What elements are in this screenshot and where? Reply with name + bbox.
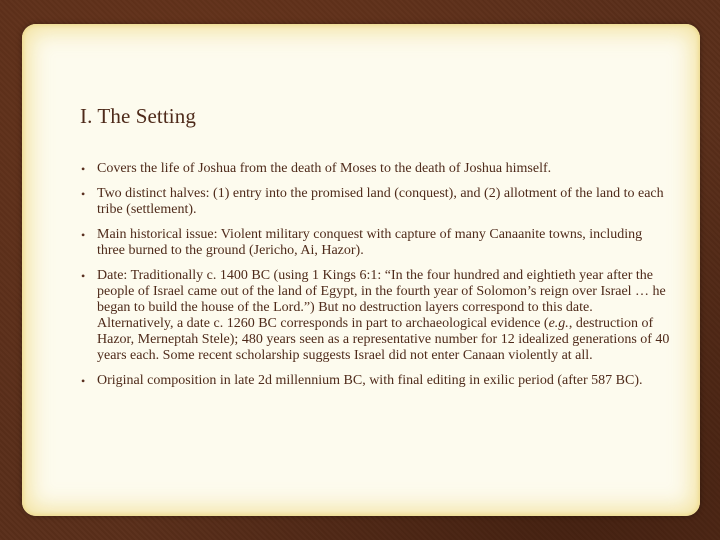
bullet-icon: • bbox=[81, 187, 86, 201]
bullet-item-life-of-joshua bbox=[80, 161, 670, 177]
bullet-item-composition bbox=[80, 373, 670, 389]
bullet-text: Two distinct halves: (1) entry into the promised land (conquest), and (2) allotment of the land to each tribe (settlement). bbox=[97, 186, 664, 217]
bullet-text-italic: e.g. bbox=[548, 316, 569, 331]
bullet-text-part: , destruction of Hazor, Merneptah Stele); 480 years seen as a representative number for 12 idealized generations of 40 years each. Some recent scholarship suggests Israel did not enter Canaan violently at all. bbox=[97, 316, 670, 363]
bullet-icon: • bbox=[81, 269, 86, 283]
bullet-text-part: Date: Traditionally c. 1400 BC (using 1 Kings 6:1: “In the four hundred and eightieth year after the people of Israel came out of the land of Egypt, in the fourth year of Solomon’s reign over Israel … he began to build the house of the Lord.”) But no destruction layers correspond to this date. Alternatively, a date c. 1260 BC corresponds in part to archaeological evidence ( bbox=[97, 268, 666, 331]
bullet-icon: • bbox=[81, 162, 86, 176]
bullet-item-date bbox=[80, 268, 670, 364]
bullet-item-historical-issue bbox=[80, 227, 670, 259]
bullet-icon: • bbox=[81, 374, 86, 388]
bullet-list bbox=[80, 161, 670, 398]
bullet-item-two-halves bbox=[80, 186, 670, 218]
slide-title: I. The Setting bbox=[80, 104, 196, 128]
bullet-text: Covers the life of Joshua from the death of Moses to the death of Joshua himself. bbox=[97, 161, 552, 176]
bullet-text: Main historical issue: Violent military conquest with capture of many Canaanite towns, including three burned to the ground (Jericho, Ai, Hazor). bbox=[97, 227, 643, 258]
bullet-text: Original composition in late 2d millennium BC, with final editing in exilic period (after 587 BC). bbox=[97, 373, 643, 388]
bullet-icon: • bbox=[81, 228, 86, 242]
slide bbox=[22, 24, 700, 516]
